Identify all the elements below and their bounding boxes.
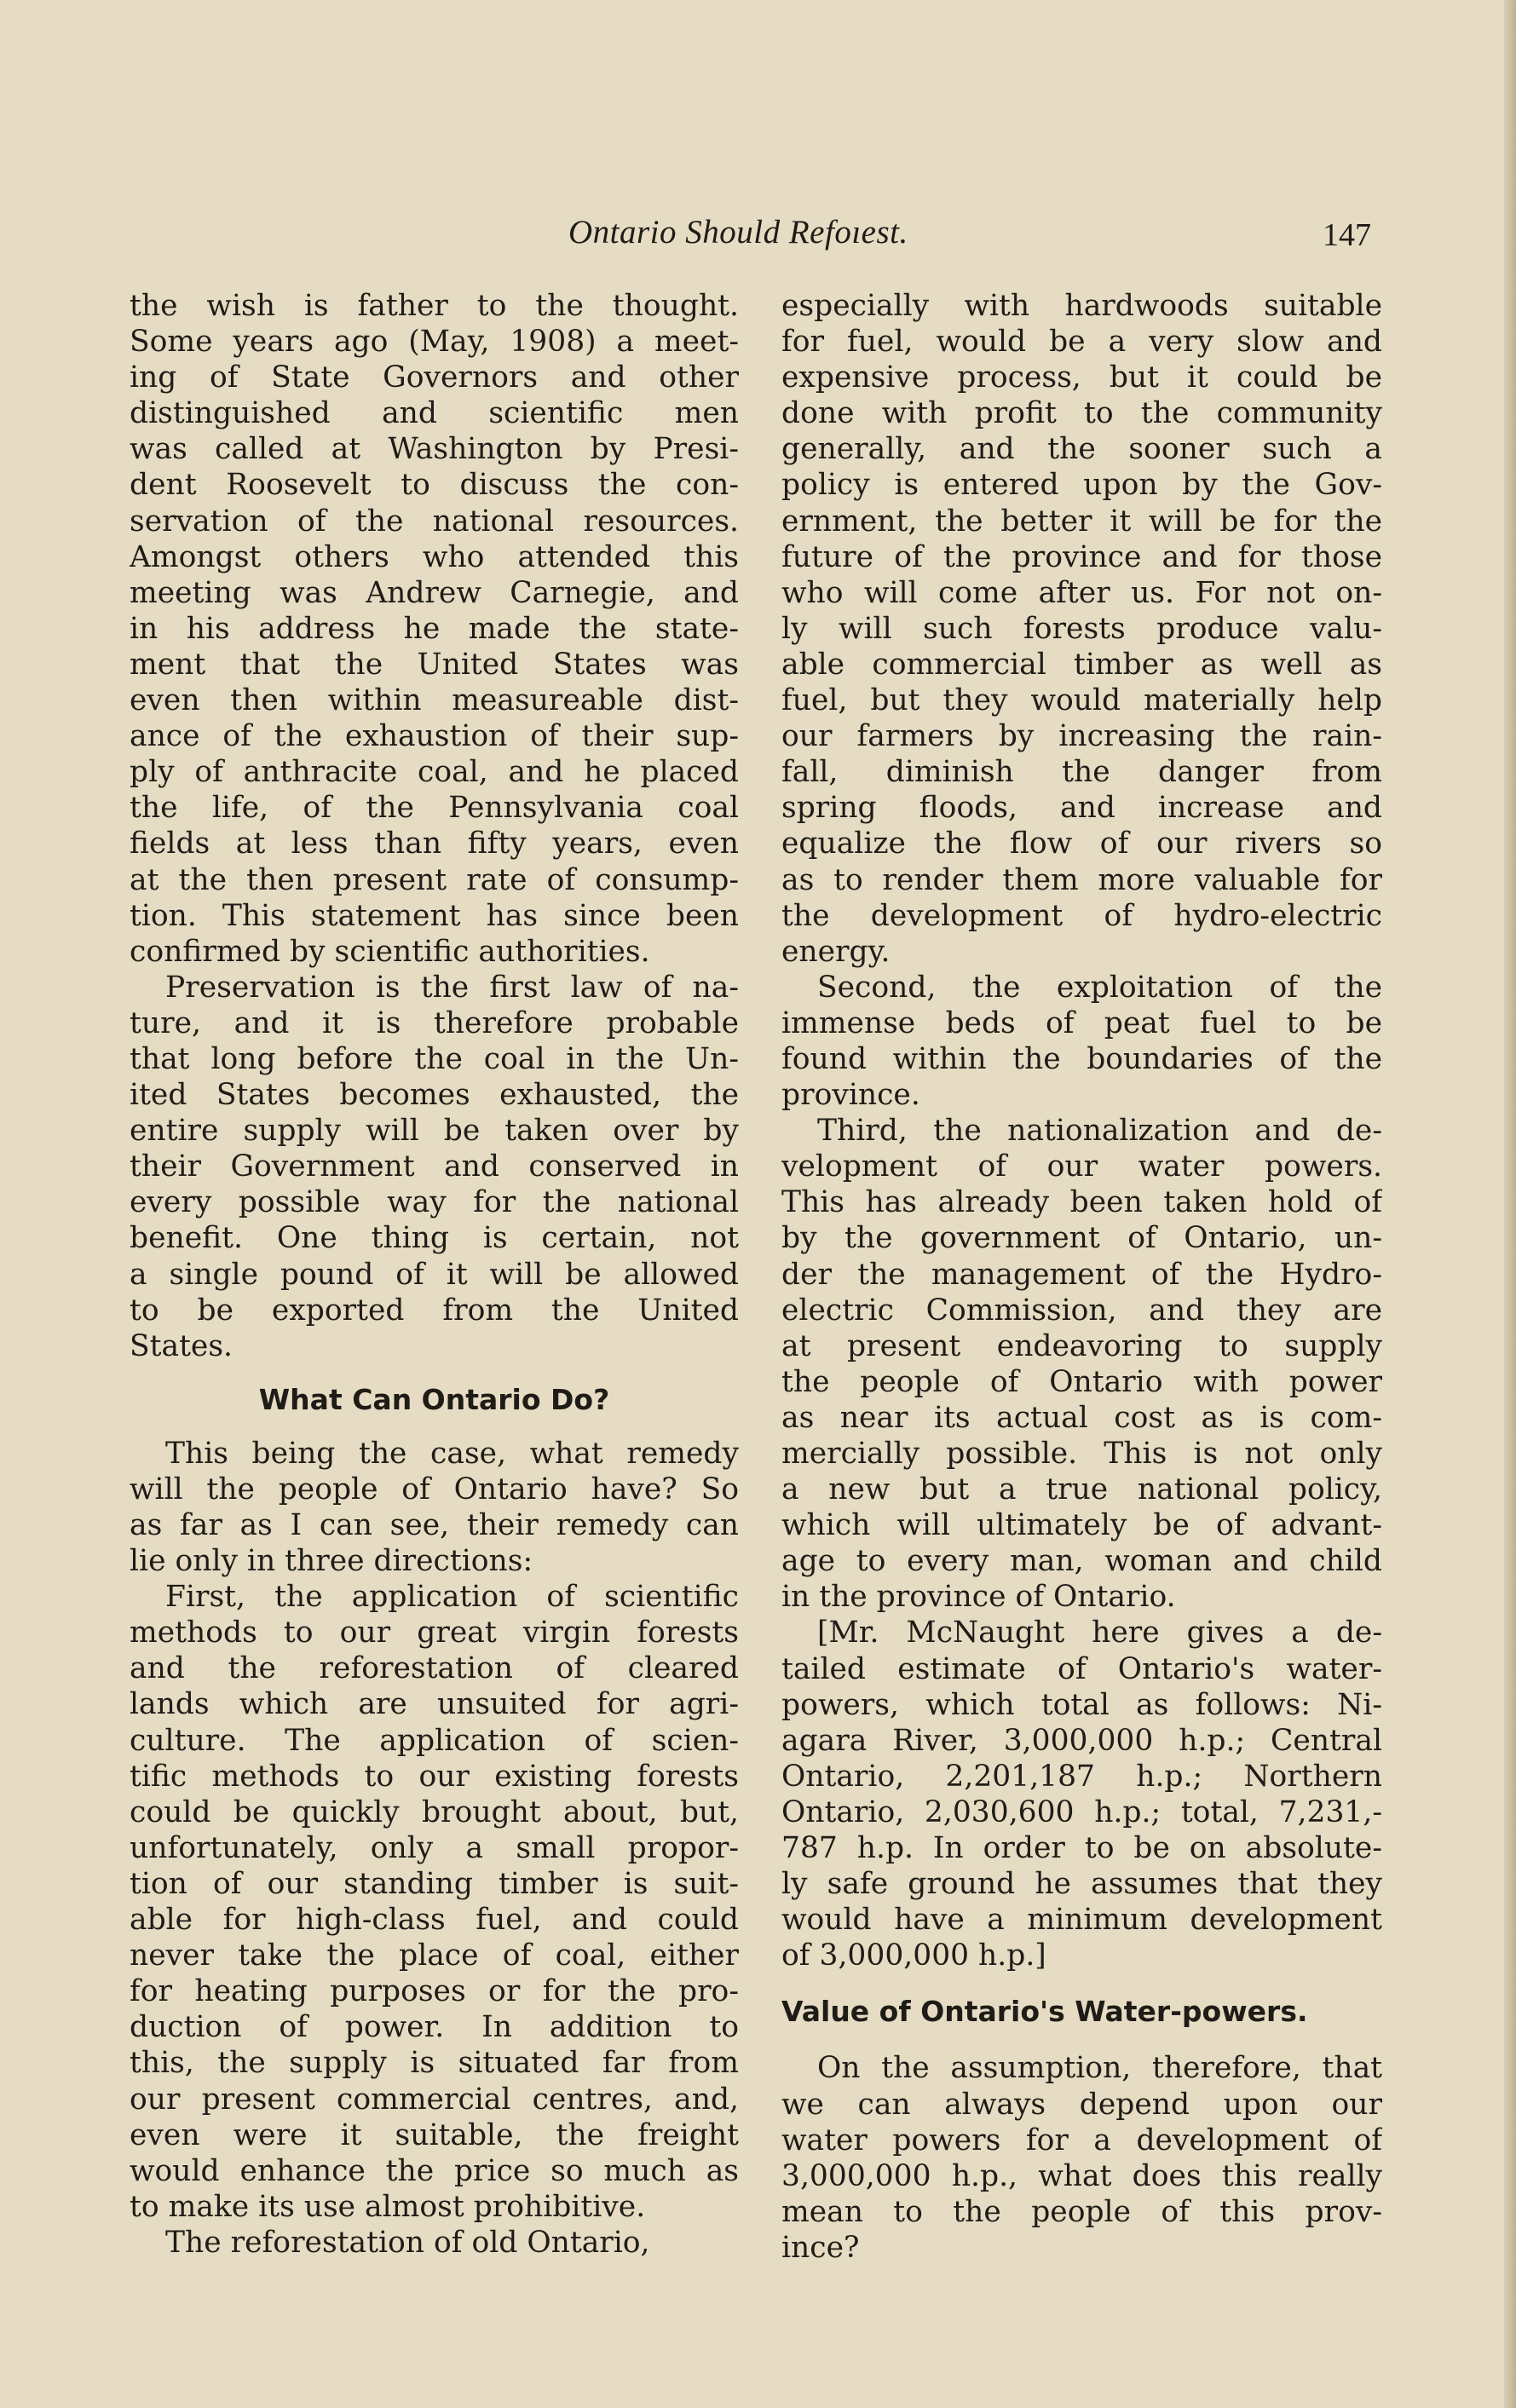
text-line: fuel, but they would materially help xyxy=(781,683,1382,718)
text-line: The reforestation of old Ontario, xyxy=(165,2225,650,2260)
text-line: of 3,000,000 h.p.] xyxy=(781,1938,1046,1973)
text-line: fields at less than fifty years, even xyxy=(130,827,739,861)
text-line: velopment of our water powers. xyxy=(781,1149,1382,1184)
text-line: mercially possible. This is not only xyxy=(781,1437,1382,1471)
page-header xyxy=(128,213,1388,264)
text-line: methods to our great virgin forests xyxy=(130,1616,739,1650)
text-line: would enhance the price so much as xyxy=(130,2153,739,2188)
text-line: culture. The application of scien- xyxy=(130,1723,739,1758)
text-line: electric Commission, and they are xyxy=(781,1293,1382,1328)
text-line: by the government of Ontario, un- xyxy=(781,1221,1382,1256)
page-edge xyxy=(1504,0,1516,2408)
text-line: age to every man, woman and child xyxy=(781,1544,1382,1579)
text-line: der the management of the Hydro- xyxy=(781,1257,1382,1292)
text-line: lands which are unsuited for agri- xyxy=(130,1687,739,1722)
text-line: a single pound of it will be allowed xyxy=(130,1257,739,1292)
text-line: unfortunately, only a small propor- xyxy=(130,1830,739,1865)
text-line: ited States becomes exhausted, the xyxy=(130,1078,739,1113)
text-line: we can always depend upon our xyxy=(781,2087,1382,2122)
text-line: ply of anthracite coal, and he placed xyxy=(130,755,739,790)
text-line: would have a minimum development xyxy=(781,1903,1382,1938)
text-line: could be quickly brought about, but, xyxy=(130,1794,739,1829)
text-line: confirmed by scientific authorities. xyxy=(130,934,650,969)
text-line: as to render them more valuable for xyxy=(781,862,1382,897)
paragraph xyxy=(130,1436,739,1579)
text-line: This has already been taken hold of xyxy=(781,1185,1382,1220)
text-line: for fuel, would be a very slow and xyxy=(781,325,1382,360)
text-line: especially with hardwoods suitable xyxy=(781,289,1382,323)
paragraph xyxy=(781,2050,1382,2266)
text-line: 3,000,000 h.p., what does this really xyxy=(781,2158,1382,2193)
text-line: as near its actual cost as is com- xyxy=(781,1400,1382,1435)
text-line: duction of power. In addition to xyxy=(130,2010,739,2045)
text-line: ly safe ground he assumes that they xyxy=(781,1867,1382,1902)
text-line: First, the application of scientific xyxy=(165,1580,739,1615)
text-line: equalize the flow of our rivers so xyxy=(781,827,1382,861)
text-line: every possible way for the national xyxy=(130,1185,739,1220)
text-line: Ontario, 2,030,600 h.p.; total, 7,231,- xyxy=(781,1794,1382,1829)
text-line: even were it suitable, the freight xyxy=(130,2117,739,2152)
section-heading: Value of Ontario's Water-powers. xyxy=(781,1995,1308,2029)
text-line: immense beds of peat fuel to be xyxy=(781,1005,1382,1040)
text-line: Amongst others who attended this xyxy=(130,539,739,574)
text-line: who will come after us. For not on- xyxy=(781,575,1382,610)
text-line: tific methods to our existing forests xyxy=(130,1759,739,1794)
text-line: our farmers by increasing the rain- xyxy=(781,719,1382,754)
text-line: On the assumption, therefore, that xyxy=(817,2051,1382,2086)
paragraph xyxy=(781,1615,1382,1973)
text-line: ly will such forests produce valu- xyxy=(781,611,1382,646)
text-line: ing of State Governors and other xyxy=(130,360,739,395)
text-line: generally, and the sooner such a xyxy=(781,432,1382,467)
text-line: future of the province and for those xyxy=(781,539,1382,574)
right-column xyxy=(781,288,1382,2266)
text-line: at present endeavoring to supply xyxy=(781,1328,1382,1363)
text-line: ince? xyxy=(781,2230,860,2265)
page-number: 147 xyxy=(1323,217,1371,253)
text-line: our present commercial centres, and, xyxy=(130,2082,739,2117)
text-line: will the people of Ontario have? So xyxy=(130,1472,739,1506)
paragraph xyxy=(781,288,1382,970)
text-line: States. xyxy=(130,1328,233,1363)
text-line: the people of Ontario with power xyxy=(781,1364,1382,1399)
text-line: energy. xyxy=(781,934,891,969)
text-line: [Mr. McNaught here gives a de- xyxy=(817,1616,1382,1650)
running-head: Ontario Should Refoıest. xyxy=(568,214,908,251)
text-line: 787 h.p. In order to be on absolute- xyxy=(781,1831,1382,1866)
text-line: ance of the exhaustion of their sup- xyxy=(130,719,739,754)
text-line: agara River, 3,000,000 h.p.; Central xyxy=(781,1723,1382,1758)
text-line: to make its use almost prohibitive. xyxy=(130,2189,646,2224)
text-line: the wish is father to the thought. xyxy=(130,289,739,323)
paragraph xyxy=(130,1579,739,2225)
text-line: the life, of the Pennsylvania coal xyxy=(130,791,739,826)
text-line: as far as I can see, their remedy can xyxy=(130,1508,739,1542)
text-line: Ontario, 2,201,187 h.p.; Northern xyxy=(781,1759,1382,1794)
text-line: ture, and it is therefore probable xyxy=(130,1005,739,1040)
text-line: this, the supply is situated far from xyxy=(130,2046,739,2081)
text-line: powers, which total as follows: Ni- xyxy=(781,1687,1382,1722)
text-line: tion. This statement has since been xyxy=(130,898,739,933)
text-line: a new but a true national policy, xyxy=(781,1472,1382,1507)
text-line: Second, the exploitation of the xyxy=(817,970,1382,1005)
text-line: ernment, the better it will be for the xyxy=(781,504,1382,539)
paragraph xyxy=(781,970,1382,1113)
text-line: benefit. One thing is certain, not xyxy=(130,1221,739,1256)
text-line: their Government and conserved in xyxy=(130,1149,739,1184)
text-line: able for high-class fuel, and could xyxy=(130,1903,739,1938)
text-line: Some years ago (May, 1908) a meet- xyxy=(130,325,739,360)
text-line: fall, diminish the danger from xyxy=(781,755,1382,790)
text-line: never take the place of coal, either xyxy=(130,1938,739,1973)
text-line: found within the boundaries of the xyxy=(781,1041,1382,1076)
text-line: policy is entered upon by the Gov- xyxy=(781,468,1382,503)
paragraph xyxy=(130,970,739,1364)
text-line: done with profit to the community xyxy=(781,396,1382,431)
text-line: able commercial timber as well as xyxy=(781,647,1382,682)
section-heading: What Can Ontario Do? xyxy=(258,1382,610,1416)
text-line: tion of our standing timber is suit- xyxy=(130,1866,739,1901)
text-line: in the province of Ontario. xyxy=(781,1580,1176,1615)
text-line: the development of hydro-electric xyxy=(781,898,1382,933)
text-line: for heating purposes or for the pro- xyxy=(130,1974,739,2009)
text-line: ment that the United States was xyxy=(130,647,739,682)
text-line: spring floods, and increase and xyxy=(781,791,1382,826)
text-line: distinguished and scientific men xyxy=(130,396,739,431)
text-line: water powers for a development of xyxy=(781,2123,1382,2157)
text-line: mean to the people of this prov- xyxy=(781,2194,1382,2229)
text-line: even then within measureable dist- xyxy=(130,683,739,718)
text-line: at the then present rate of consump- xyxy=(130,862,739,897)
text-line: dent Roosevelt to discuss the con- xyxy=(130,468,739,503)
paragraph xyxy=(130,2225,739,2261)
text-line: and the reforestation of cleared xyxy=(130,1651,739,1686)
text-line: servation of the national resources. xyxy=(130,504,739,539)
text-line: expensive process, but it could be xyxy=(781,360,1382,395)
text-line: that long before the coal in the Un- xyxy=(130,1041,739,1076)
text-line: tailed estimate of Ontario's water- xyxy=(781,1651,1382,1686)
text-line: This being the case, what remedy xyxy=(165,1436,739,1471)
left-column xyxy=(130,288,739,2261)
text-line: to be exported from the United xyxy=(130,1293,739,1328)
text-line: lie only in three directions: xyxy=(130,1544,533,1579)
text-line: Third, the nationalization and de- xyxy=(817,1114,1382,1149)
paragraph xyxy=(130,288,739,970)
text-line: in his address he made the state- xyxy=(130,611,739,646)
text-line: was called at Washington by Presi- xyxy=(130,432,739,467)
text-line: province. xyxy=(781,1078,920,1113)
text-line: entire supply will be taken over by xyxy=(130,1114,739,1149)
text-line: meeting was Andrew Carnegie, and xyxy=(130,575,739,610)
text-line: which will ultimately be of advant- xyxy=(781,1508,1382,1543)
text-line: Preservation is the first law of na- xyxy=(165,970,739,1005)
paragraph xyxy=(781,1113,1382,1615)
